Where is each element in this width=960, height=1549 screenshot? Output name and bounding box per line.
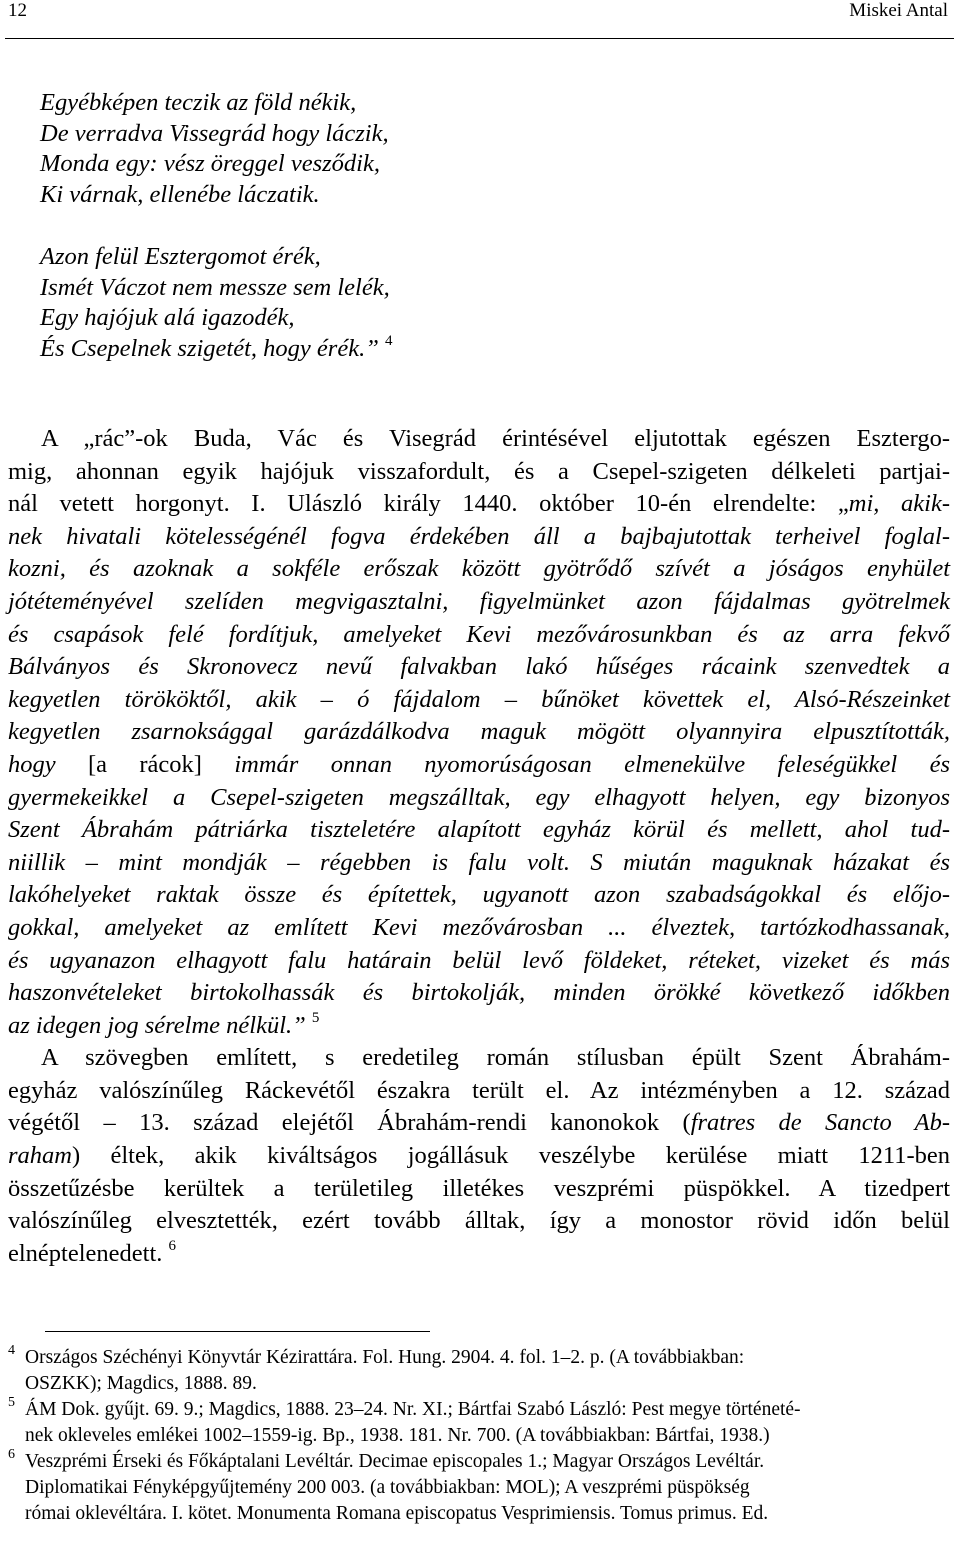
footnote-line: Diplomatikai Fényképgyűjtemény 200 003. (a továbbiakban: MOL); A veszprémi püspökség [25, 1477, 750, 1498]
footnote-4 [8, 1345, 950, 1397]
poem-stanza-2 [40, 242, 392, 364]
footnote-rule [45, 1331, 430, 1332]
footnote-line: római oklevéltára. I. kötet. Monumenta Romana episcopatus Vesprimiensis. Tomus primus. Ed. [25, 1503, 769, 1524]
paragraph-line: Szent Ábrahám pátriárka tiszteletére alapított egyház körül és mellett, ahol tud- [8, 816, 950, 844]
paragraph-line [8, 1238, 950, 1271]
poem-quote [40, 88, 392, 364]
paragraph-line: mig, ahonnan egyik hajójuk visszafordult, és a Csepel-szigeten délkeleti partjai- [8, 457, 950, 485]
quote-end: az idegen jog sérelme nélkül.” [8, 1011, 306, 1039]
footnote-line: nek okleveles emlékei 1002–1559-ig. Bp., 1938. 181. Nr. 700. (A továbbiakban: Bártfai, 1938.) [25, 1425, 770, 1446]
paragraph-line: haszonvételeket birtokolhassák és birtokolják, minden örökké következő időkben [8, 979, 950, 1007]
paragraph-line: gyermekeikkel a Csepel-szigeten megszálltak, egy elhagyott helyen, egy bizonyos [8, 783, 950, 811]
poem-stanza-1 [40, 88, 392, 210]
header-rule [5, 38, 954, 39]
footnote-ref-6[interactable]: 6 [168, 1237, 177, 1254]
poem-line: Ismét Váczot nem messze sem lelék, [40, 273, 390, 301]
footnote-line: Veszprémi Érseki és Főkáptalani Levéltár. Decimae episcopales 1.; Magyar Országos Levéltár. [25, 1451, 765, 1472]
paragraph-line: raham) éltek, akik kiváltságos jogállásuk veszélybe kerülése miatt 1211-ben [8, 1142, 950, 1170]
paragraph-line: A „rác”-ok Buda, Vác és Visegrád érintésével eljutottak egészen Esztergo- [41, 425, 950, 452]
poem-line: Monda egy: vész öreggel vesződik, [40, 150, 380, 177]
paragraph-line: kegyetlen zsarnoksággal garázdálkodva maguk mögött olyannyira elpusztították, [8, 718, 950, 746]
paragraph-line: egyház valószínűleg Ráckevétől északra terült el. Az intézményben a 12. század [8, 1076, 950, 1104]
paragraph-line: összetűzésbe kerültek a területileg illetékes veszprémi püspökkel. A tizedpert [8, 1174, 950, 1202]
footnote-line: OSZKK); Magdics, 1888. 89. [25, 1373, 257, 1394]
paragraph-line: végétől – 13. század elejétől Ábrahám-rendi kanonokok (fratres de Sancto Ab- [8, 1109, 951, 1137]
paragraph-line: kozni, és azoknak a sokféle erőszak között gyötrődő szívét a jóságos enyhület [8, 555, 950, 583]
paragraph-line: hogy [a rácok] immár onnan nyomorúságosan elmenekülve feleségükkel és [8, 750, 950, 778]
footnotes [8, 1345, 950, 1527]
paragraph-line: és ugyanazon elhagyott falu határain belül levő földeket, réteket, vizeket és más [8, 946, 950, 974]
paragraph-line: valószínűleg elvesztették, ezért tovább álltak, így a monostor rövid időn belül [8, 1207, 950, 1235]
footnote-number: 5 [8, 1395, 15, 1410]
page-header [0, 0, 960, 40]
poem-line: Azon felül Esztergomot érék, [40, 243, 321, 270]
paragraph-line: gokkal, amelyeket az említett Kevi mezővárosban ... élveztek, tartózkodhassanak, [8, 913, 950, 941]
poem-line: De verradva Vissegrád hogy láczik, [40, 119, 389, 147]
paragraph-line: A szövegben említett, s eredetileg román stílusban épült Szent Ábrahám- [41, 1044, 950, 1072]
poem-line: Egyébképen teczik az föld nékik, [40, 89, 357, 116]
footnote-ref-4[interactable]: 4 [384, 332, 393, 349]
body-text [8, 423, 950, 1270]
paragraph-line: és csapások felé fordítjuk, amelyeket Kevi mezővárosunkban és az arra fekvő [8, 620, 950, 648]
poem-line-text: És Csepelnek szigetét, hogy érék.” [40, 334, 379, 362]
poem-line [40, 334, 392, 365]
page-number: 12 [8, 0, 27, 21]
paragraph-line: Bálványos és Skronovecz nevű falvakban lakó hűséges rácaink szenvedtek a [8, 653, 950, 681]
paragraph-line: nek hivatali kötelességénél fogva érdekében áll a bajbajutottak terheivel foglal- [8, 522, 950, 550]
footnote-6 [8, 1449, 950, 1527]
paragraph-end: elnéptelenedett. [8, 1239, 163, 1267]
poem-line: Ki várnak, ellenébe láczatik. [40, 180, 320, 208]
footnote-5 [8, 1397, 950, 1449]
footnote-number: 6 [8, 1447, 15, 1462]
paragraph-line: nál vetett horgonyt. I. Ulászló király 1440. október 10-én elrendelte: „mi, akik- [8, 490, 950, 518]
paragraph-line: niillik – mint mondják – régebben is falu volt. S miután maguknak házakat és [8, 848, 950, 876]
footnote-line: ÁM Dok. gyűjt. 69. 9.; Magdics, 1888. 23–24. Nr. XI.; Bártfai Szabó László: Pest megye történeté- [25, 1399, 801, 1420]
paragraph-line: lakóhelyeket raktak össze és építettek, ugyanott azon szabadságokkal és előjo- [8, 881, 950, 909]
poem-line: Egy hajójuk alá igazodék, [40, 304, 295, 331]
paragraph-line: kegyetlen törököktől, akik – ó fájdalom – bűnöket követtek el, Alsó-Részeinket [8, 685, 950, 713]
running-author: Miskei Antal [849, 0, 948, 21]
paragraph-line [8, 1010, 950, 1043]
footnote-number: 4 [8, 1343, 15, 1358]
footnote-line: Országos Széchényi Könyvtár Kézirattára. Fol. Hung. 2904. 4. fol. 1–2. p. (A továbbiakban: [25, 1347, 745, 1368]
footnote-ref-5[interactable]: 5 [311, 1009, 320, 1026]
paragraph-line: jótéteményével szelíden megvigasztalni, figyelmünket azon fájdalmas gyötrelmek [8, 587, 950, 615]
